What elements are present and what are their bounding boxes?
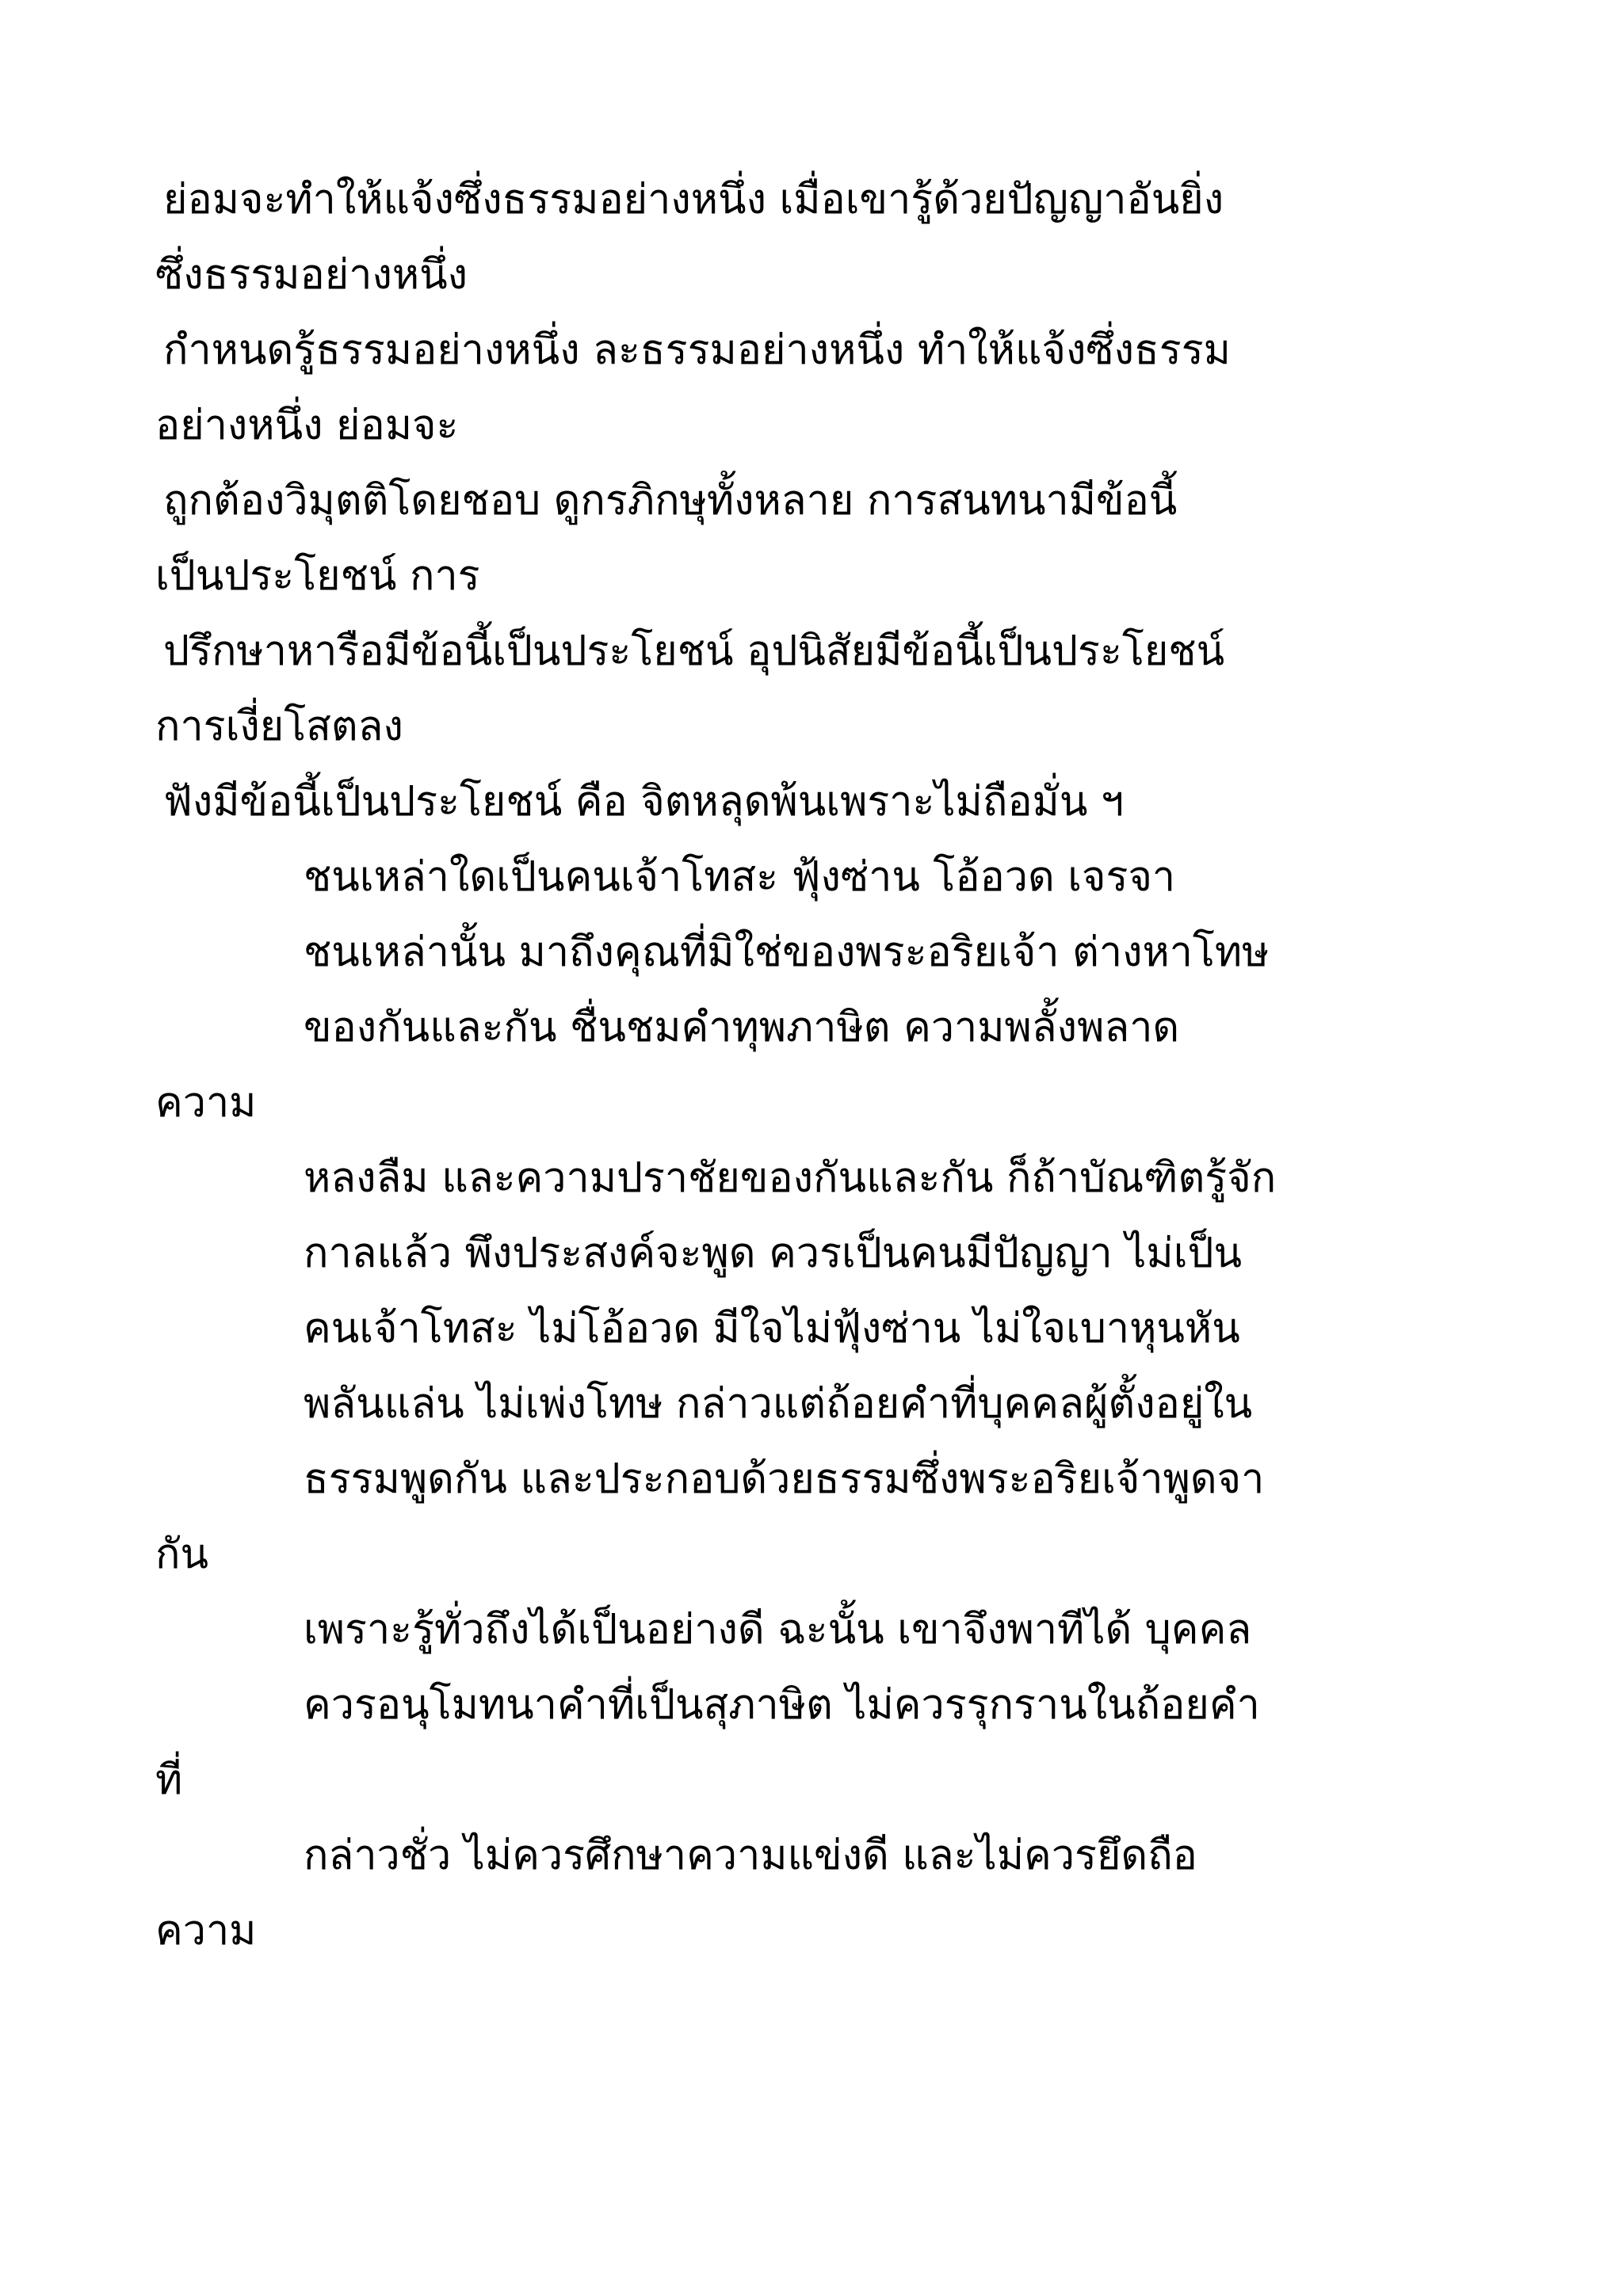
text-line: ย่อมจะทำให้แจ้งซึ่งธรรมอย่างหนึ่ง เมื่อเขารู้ด้วยปัญญาอันยิ่ง [163,176,1224,223]
text-line: ปรึกษาหารือมีข้อนี้เป็นประโยชน์ อุปนิสัยมีข้อนี้เป็นประโยชน์ [163,627,1225,675]
verse-line: ธรรมพูดกัน และประกอบด้วยธรรมซึ่งพระอริยเจ้าพูดจา [304,1455,1265,1503]
verse-wrap-line: กัน [155,1531,209,1578]
text-line: ฟังมีข้อนี้เป็นประโยชน์ คือ จิตหลุดพ้นเพราะไม่ถือมั่น ฯ [163,778,1125,826]
text-line: ถูกต้องวิมุตติโดยชอบ ดูกรภิกษุทั้งหลาย การสนทนามีข้อนี้ [163,477,1178,524]
verse-line: คนเจ้าโทสะ ไม่โอ้อวด มีใจไม่ฟุ้งซ่าน ไม่ใจเบาหุนหัน [304,1305,1240,1352]
verse-line: กาลแล้ว พึงประสงค์จะพูด ควรเป็นคนมีปัญญา ไม่เป็น [304,1230,1243,1277]
verse-line: ควรอนุโมทนาคำที่เป็นสุภาษิต ไม่ควรรุกรานในถ้อยคำ [304,1681,1260,1729]
text-line: อย่างหนึ่ง ย่อมจะ [155,402,459,449]
text-line: ซึ่งธรรมอย่างหนึ่ง [155,251,468,299]
text-line: เป็นประโยชน์ การ [155,552,480,600]
verse-line: ชนเหล่าใดเป็นคนเจ้าโทสะ ฟุ้งซ่าน โอ้อวด เจรจา [304,853,1176,901]
text-line: กำหนดรู้ธรรมอย่างหนึ่ง ละธรรมอย่างหนึ่ง ทำให้แจ้งซึ่งธรรม [163,326,1231,374]
verse-wrap-line: ความ [155,1907,257,1955]
verse-line: เพราะรู้ทั่วถึงได้เป็นอย่างดี ฉะนั้น เขาจึงพาทีได้ บุคคล [304,1606,1252,1653]
verse-line: ของกันและกัน ชื่นชมคำทุพภาษิต ความพลั้งพลาด [304,1004,1180,1051]
verse-line: พลันแล่น ไม่เพ่งโทษ กล่าวแต่ถ้อยคำที่บุคคลผู้ตั้งอยู่ใน [304,1380,1253,1428]
verse-wrap-line: ความ [155,1079,257,1127]
verse-line: หลงลืม และความปราชัยของกันและกัน ก็ถ้าบัณฑิตรู้จัก [304,1154,1277,1202]
body-text [155,162,1534,1969]
verse-line: กล่าวชั่ว ไม่ควรศึกษาความแข่งดี และไม่ควรยึดถือ [304,1832,1197,1879]
verse-wrap-line: ที่ [155,1756,183,1804]
verse-line: ชนเหล่านั้น มาถึงคุณที่มิใช่ของพระอริยเจ้า ต่างหาโทษ [304,929,1270,976]
text-line: การเงี่ยโสตลง [155,703,403,750]
